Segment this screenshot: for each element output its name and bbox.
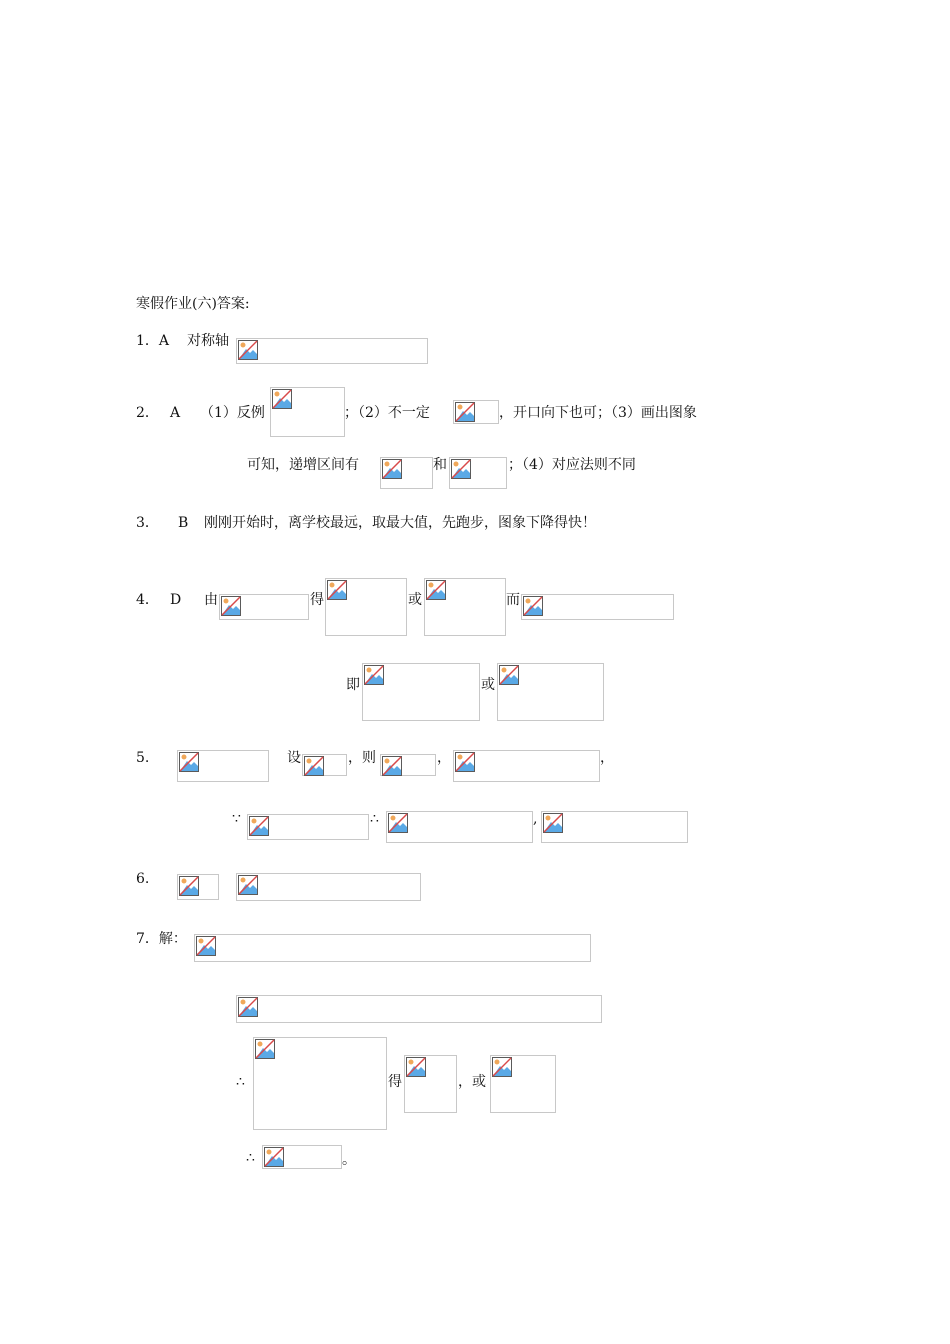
broken-image-icon <box>364 665 384 685</box>
broken-image-icon <box>499 665 519 685</box>
q5-text-4: ， <box>600 750 614 766</box>
broken-image-icon <box>179 876 199 896</box>
formula-image <box>453 400 499 424</box>
q1-number: 1．A <box>136 333 170 349</box>
formula-image <box>236 995 602 1023</box>
q2-number: 2． <box>136 405 159 421</box>
therefore-symbol: ∴ <box>236 1074 245 1090</box>
formula-image <box>449 457 507 489</box>
formula-image <box>453 750 600 782</box>
q2-text-2: ；（2）不一定 <box>344 405 430 421</box>
broken-image-icon <box>238 875 258 895</box>
formula-image <box>521 594 674 620</box>
formula-image <box>270 387 345 437</box>
q3-text: 刚刚开始时，离学校最远，取最大值，先跑步，图象下降得快！ <box>204 515 596 531</box>
q2-text-3: ，开口向下也可；（3）画出图象 <box>499 405 697 421</box>
q2-text-5: 和 <box>433 457 447 473</box>
formula-image <box>380 457 433 489</box>
formula-image <box>497 663 604 721</box>
broken-image-icon <box>382 756 402 776</box>
q6-number: 6. <box>136 871 150 887</box>
formula-image <box>247 814 369 840</box>
broken-image-icon <box>249 816 269 836</box>
broken-image-icon <box>221 596 241 616</box>
q2-text-6: ；（4）对应法则不同 <box>508 457 636 473</box>
broken-image-icon <box>543 813 563 833</box>
broken-image-icon <box>523 596 543 616</box>
formula-image <box>386 811 533 843</box>
q2-answer: A <box>170 405 181 421</box>
q5-number: 5. <box>136 750 150 766</box>
q5-comma: , <box>533 811 538 827</box>
broken-image-icon <box>327 580 347 600</box>
formula-image <box>194 934 591 962</box>
formula-image <box>325 578 407 636</box>
therefore-symbol: ∴ <box>246 1150 255 1166</box>
broken-image-icon <box>388 813 408 833</box>
q5-text-2: ，则 <box>348 750 376 766</box>
formula-image <box>253 1037 387 1130</box>
broken-image-icon <box>406 1057 426 1077</box>
q2-text-4: 可知，递增区间有 <box>247 457 359 473</box>
broken-image-icon <box>451 459 471 479</box>
q2-text-1: （1）反例 <box>200 405 265 421</box>
q4-answer: D <box>170 592 182 608</box>
q4-text-5: 即 <box>346 677 360 693</box>
q1-text: 对称轴 <box>187 333 229 349</box>
q3-answer: B <box>178 515 189 531</box>
formula-image <box>177 874 219 900</box>
broken-image-icon <box>382 459 402 479</box>
broken-image-icon <box>255 1039 275 1059</box>
q4-number: 4． <box>136 592 159 608</box>
formula-image <box>380 754 436 776</box>
q7-text-1: 得 <box>388 1074 402 1090</box>
q3-number: 3． <box>136 515 159 531</box>
q4-text-4: 而 <box>506 592 520 608</box>
broken-image-icon <box>304 756 324 776</box>
page-title: 寒假作业(六)答案: <box>136 296 250 312</box>
formula-image <box>424 578 506 636</box>
broken-image-icon <box>179 752 199 772</box>
broken-image-icon <box>272 389 292 409</box>
broken-image-icon <box>196 936 216 956</box>
broken-image-icon <box>238 340 258 360</box>
q7-number: 7．解： <box>136 931 187 947</box>
formula-image <box>404 1055 457 1113</box>
q5-text-3: ， <box>437 750 451 766</box>
broken-image-icon <box>426 580 446 600</box>
therefore-symbol: ∴ <box>370 811 379 827</box>
q4-text-3: 或 <box>408 592 422 608</box>
formula-image <box>236 873 421 901</box>
broken-image-icon <box>492 1057 512 1077</box>
q7-text-2: ，或 <box>458 1074 486 1090</box>
q7-end: 。 <box>342 1152 356 1168</box>
broken-image-icon <box>455 752 475 772</box>
broken-image-icon <box>264 1147 284 1167</box>
q4-text-6: 或 <box>481 677 495 693</box>
broken-image-icon <box>238 997 258 1017</box>
broken-image-icon <box>455 402 475 422</box>
q4-text-1: 由 <box>204 592 218 608</box>
q4-text-2: 得 <box>310 592 324 608</box>
formula-image <box>541 811 688 843</box>
formula-image <box>262 1145 342 1169</box>
formula-image <box>177 750 269 782</box>
formula-image <box>236 338 428 364</box>
q5-text-1: 设 <box>287 750 301 766</box>
formula-image <box>362 663 480 721</box>
formula-image <box>302 754 347 776</box>
because-symbol: ∵ <box>232 811 241 827</box>
formula-image <box>490 1055 556 1113</box>
formula-image <box>219 594 309 620</box>
